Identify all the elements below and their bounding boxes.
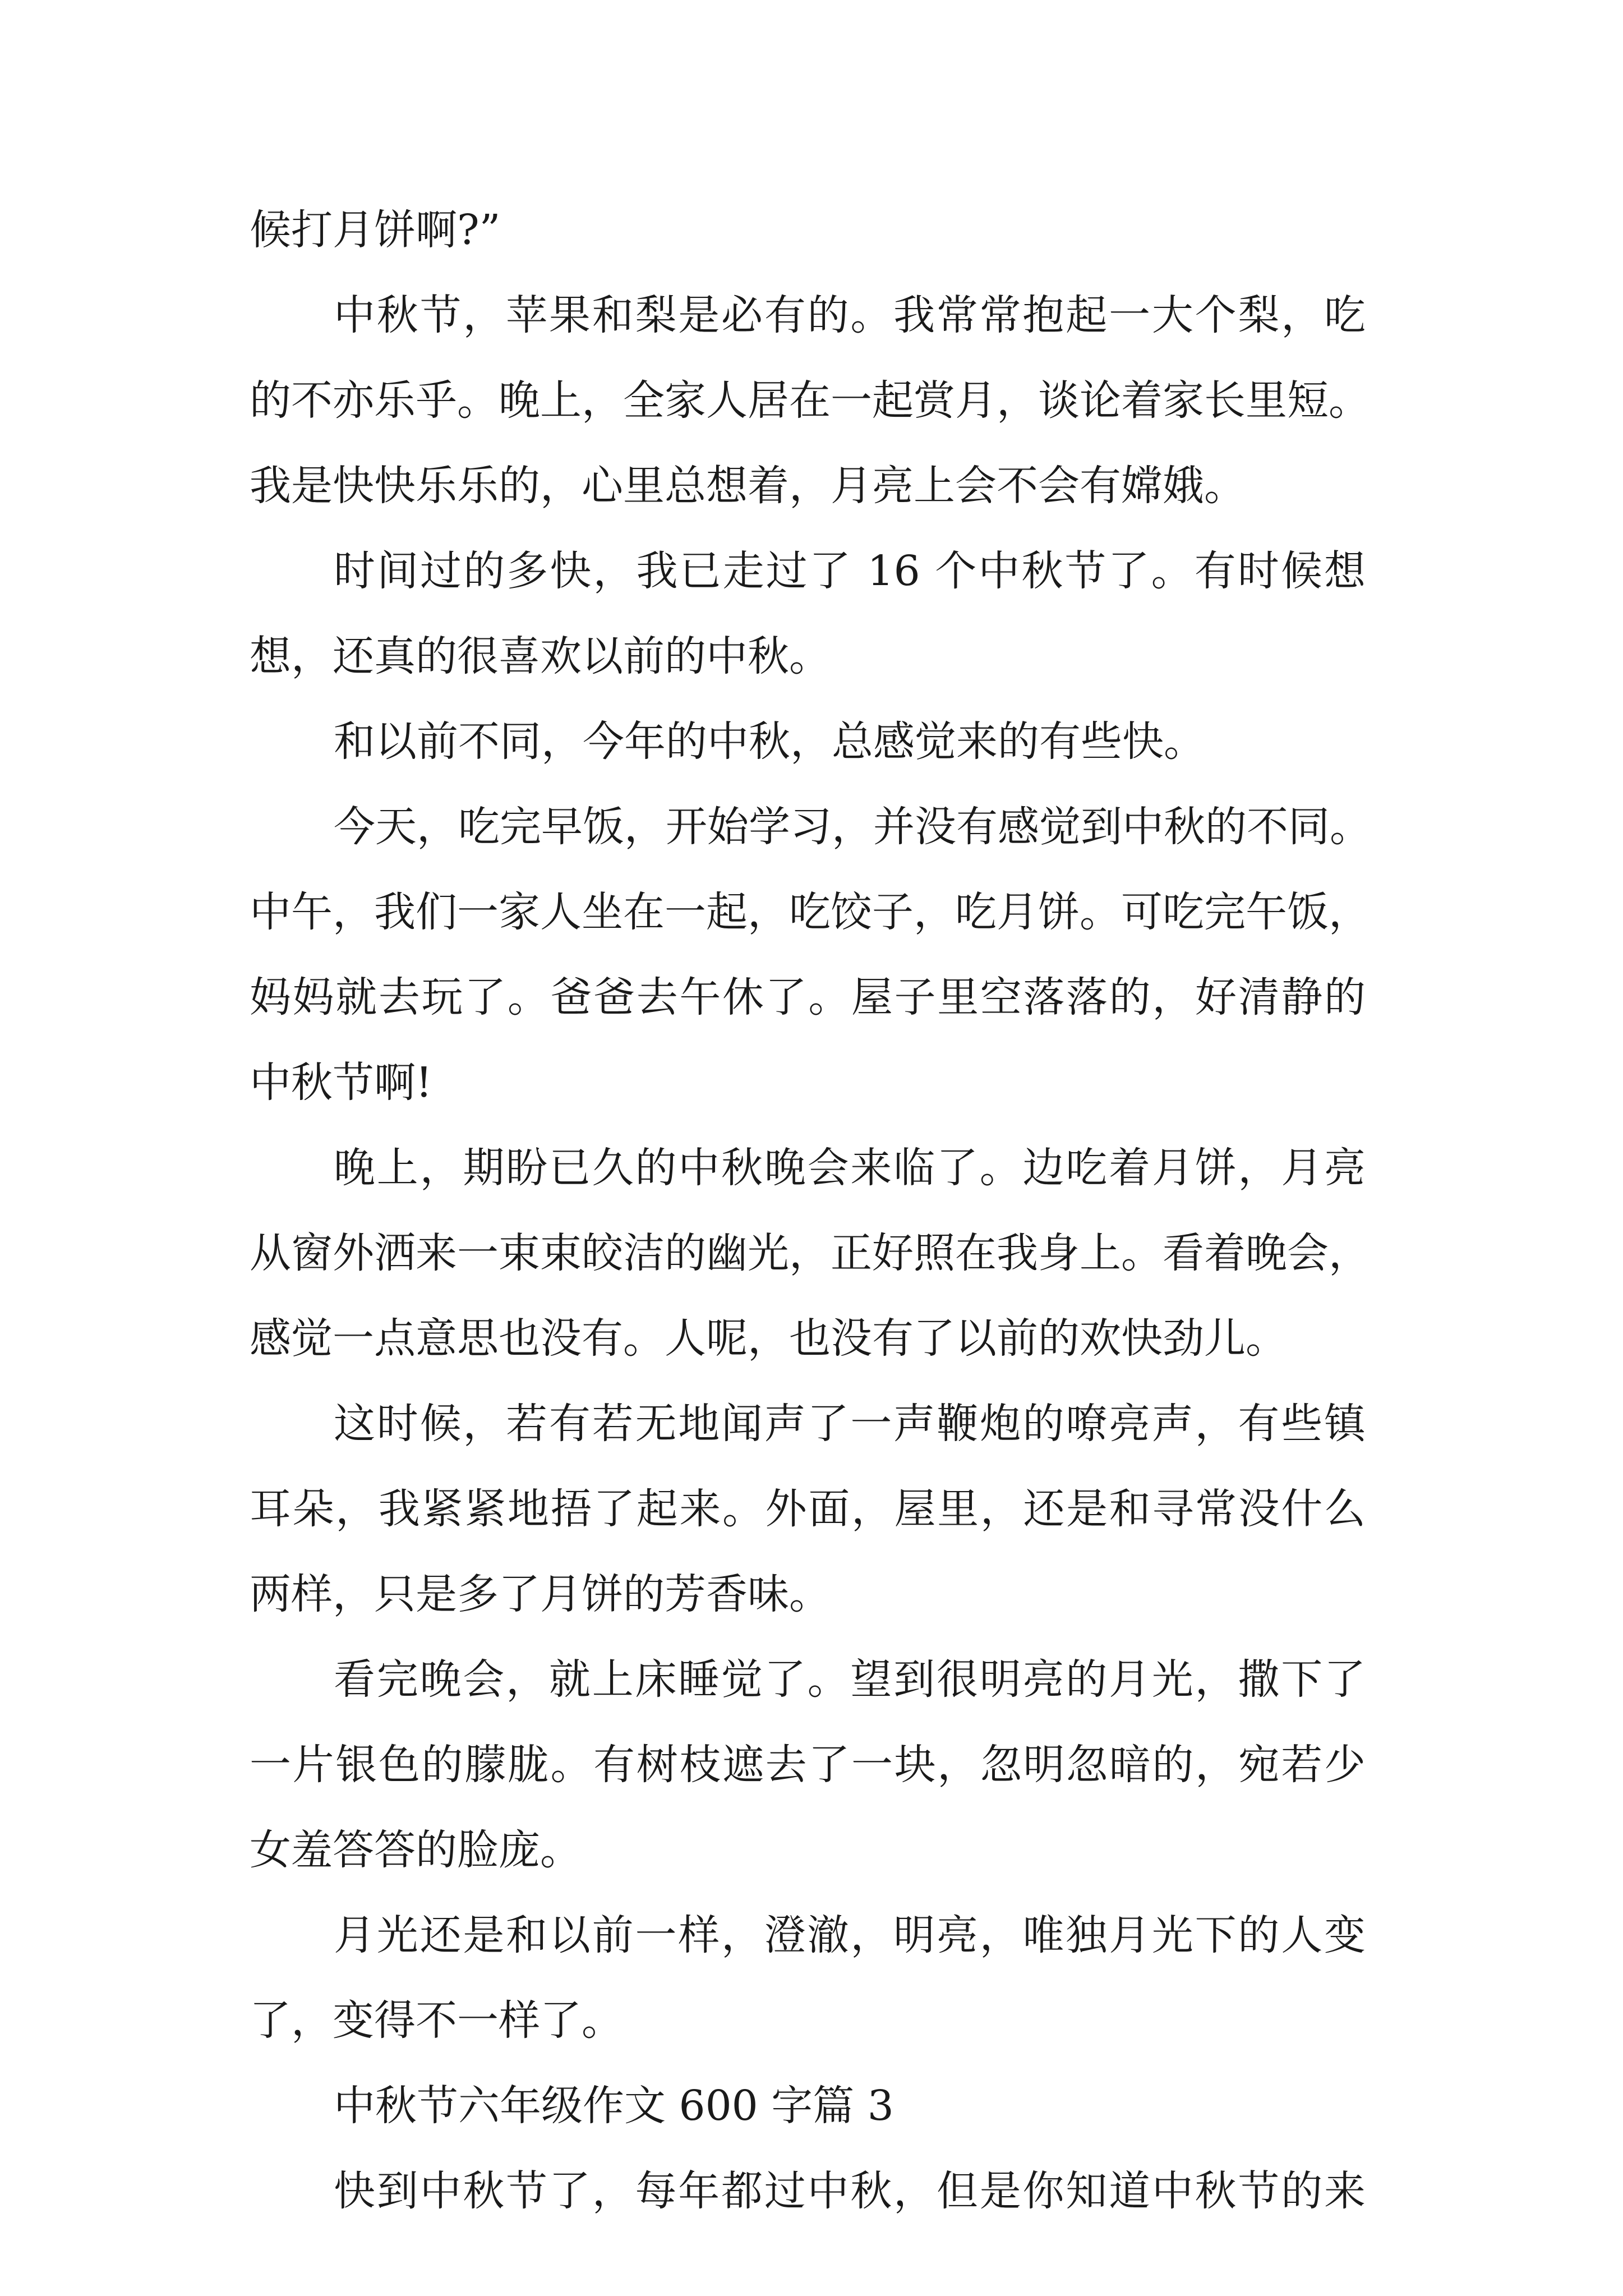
paragraph-start-line: 看完晚会，就上床睡觉了。望到很明亮的月光，撒下了 (334, 1655, 1366, 1704)
text-line: 的不亦乐乎。晚上，全家人居在一起赏月，谈论着家长里短。 (250, 376, 1370, 425)
text-line: 中午，我们一家人坐在一起，吃饺子，吃月饼。可吃完午饭， (250, 888, 1370, 936)
text-line: 了，变得不一样了。 (250, 1996, 623, 2045)
paragraph-start-line: 这时候，若有若无地闻声了一声鞭炮的嘹亮声，有些镇 (334, 1400, 1366, 1448)
text-line: 我是快快乐乐的，心里总想着，月亮上会不会有嫦娥。 (250, 462, 1246, 510)
section-heading: 中秋节六年级作文 600 字篇 3 (334, 2082, 894, 2130)
paragraph-start-line: 月光还是和以前一样，澄澈，明亮，唯独月光下的人变 (334, 1911, 1366, 1959)
text-line: 女羞答答的脸庞。 (250, 1826, 582, 1874)
text-line: 候打月饼啊?” (250, 206, 501, 254)
paragraph-start-line: 时间过的多快，我已走过了 16 个中秋节了。有时候想 (334, 547, 1366, 595)
text-line: 从窗外洒来一束束皎洁的幽光，正好照在我身上。看着晚会， (250, 1229, 1370, 1277)
paragraph-start-line: 今天，吃完早饭，开始学习，并没有感觉到中秋的不同。 (334, 803, 1371, 851)
text-line: 中秋节啊! (250, 1059, 432, 1107)
paragraph-start-line: 和以前不同，今年的中秋，总感觉来的有些快。 (334, 717, 1205, 766)
paragraph-start-line: 中秋节，苹果和梨是必有的。我常常抱起一大个梨，吃 (334, 291, 1366, 339)
text-line: 想，还真的很喜欢以前的中秋。 (250, 632, 831, 680)
text-line: 两样，只是多了月饼的芳香味。 (250, 1570, 831, 1618)
text-line: 耳朵，我紧紧地捂了起来。外面，屋里，还是和寻常没什么 (250, 1485, 1366, 1533)
text-line: 妈妈就去玩了。爸爸去午休了。屋子里空落落的，好清静的 (250, 973, 1366, 1022)
paragraph-start-line: 快到中秋节了，每年都过中秋，但是你知道中秋节的来 (334, 2167, 1366, 2215)
text-line: 感觉一点意思也没有。人呢，也没有了以前的欢快劲儿。 (250, 1314, 1287, 1363)
paragraph-start-line: 晚上，期盼已久的中秋晚会来临了。边吃着月饼，月亮 (334, 1144, 1366, 1192)
text-line: 一片银色的朦胧。有树枝遮去了一块，忽明忽暗的，宛若少 (250, 1741, 1366, 1789)
